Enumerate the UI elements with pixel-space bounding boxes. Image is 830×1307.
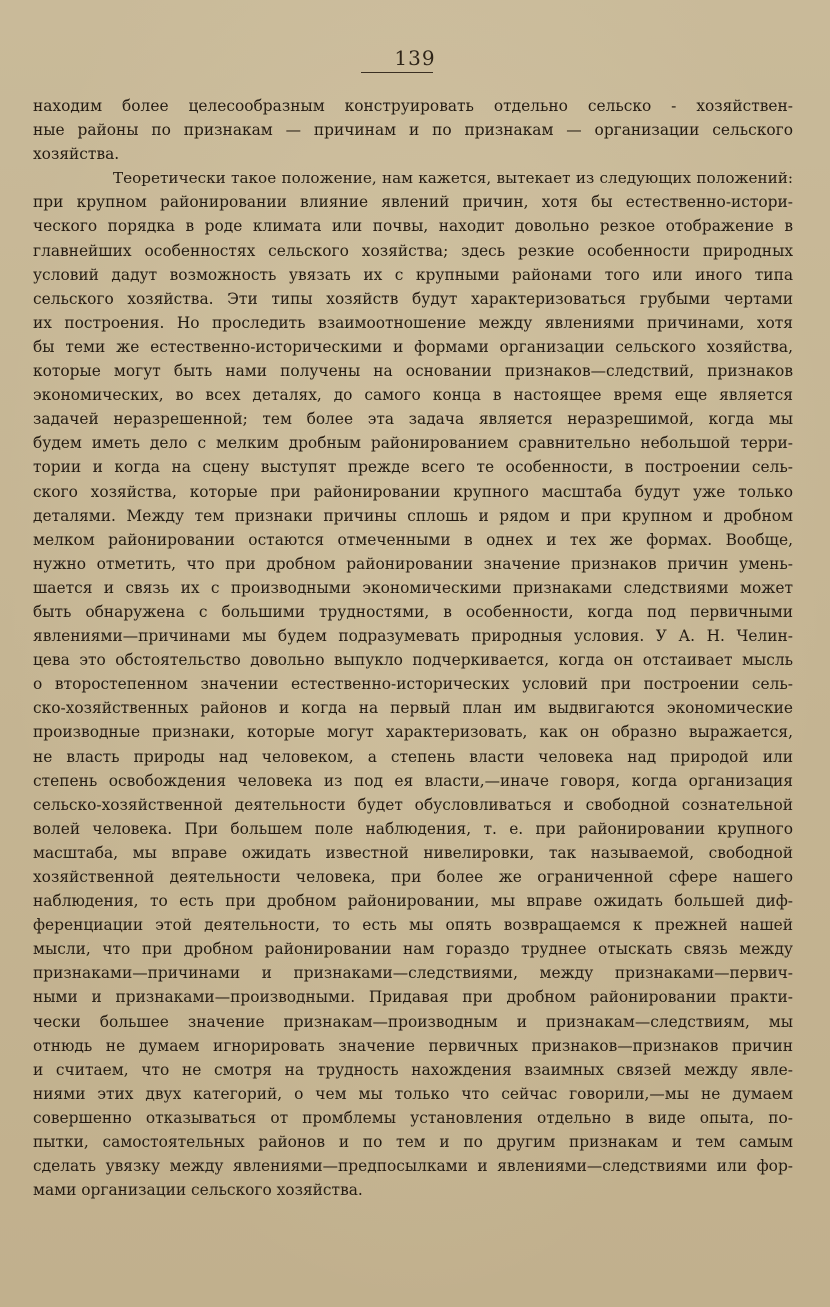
page-number: 139 [394,46,436,70]
text-line: ные районы по признакам — причинам и по признакам — организации сельского [33,121,793,140]
text-line: ференциации этой деятельности, то есть мы опять возвращаемся к прежней нашей [33,916,793,935]
text-line: цева это обстоятельство довольно выпукло подчеркивается, когда он отстаивает мысль [33,651,793,670]
text-line: мами организации сельского хозяйства. [33,1181,363,1200]
text-line: явлениями—причинами мы будем подразумевать природныя условия. У А. Н. Челин- [33,627,793,646]
text-line: ско-хозяйственных районов и когда на первый план им выдвигаются экономические [33,699,793,718]
text-line: производные признаки, которые могут характеризовать, как он образно выражается, [33,723,793,742]
text-line: бы теми же естественно-историческими и формами организации сельского хозяйства, [33,337,793,356]
text-line: хозяйства. [33,145,120,164]
body-text [33,94,793,1202]
text-line: о второстепенном значении естественно-исторических условий при построении сель- [33,675,793,694]
text-line: тории и когда на сцену выступят прежде всего те особенности, в построении сель- [33,458,793,477]
text-line: задачей неразрешенной; тем более эта задача является неразрешимой, когда мы [33,410,793,429]
text-line: ниями этих двух категорий, о чем мы только что сейчас говорили,—мы не думаем [33,1084,793,1103]
text-line: мелком районировании остаются отмеченными в однех и тех же формах. Вообще, [33,530,793,549]
text-line: совершенно отказываться от промблемы установления отдельно в виде опыта, по- [33,1108,793,1127]
text-line: главнейших особенностях сельского хозяйства; здесь резкие особенности природных [33,241,793,260]
text-line: экономических, во всех деталях, до самого конца в настоящее время еще является [33,386,793,405]
text-line: будем иметь дело с мелким дробным районированием сравнительно небольшой терри- [33,434,793,453]
text-line: ского хозяйства, которые при районировании крупного масштаба будут уже только [33,482,793,501]
text-line: масштаба, мы вправе ожидать известной нивелировки, так называемой, свободной [33,843,793,862]
text-line: и считаем, что не смотря на трудность нахождения взаимных связей между явле- [33,1060,793,1079]
paragraph-2 [33,166,793,1202]
text-line: находим более целесообразным конструировать отдельно сельско - хозяйствен- [33,97,793,115]
text-line: волей человека. При большем поле наблюдения, т. е. при районировании крупного [33,819,793,838]
text-line: быть обнаружена с большими трудностями, в особенности, когда под первичными [33,602,793,621]
text-line: наблюдения, то есть при дробном районировании, мы вправе ожидать большей диф- [33,892,793,911]
text-line: признаками—причинами и признаками—следствиями, между признаками—первич- [33,964,793,983]
text-line: степень освобождения человека из под ея власти,—иначе говоря, когда организация [33,771,793,790]
text-line: шается и связь их с производными экономическими признаками следствиями может [33,578,793,597]
text-line: ческого порядка в роде климата или почвы, находит довольно резкое отображение в [33,217,793,236]
text-line: Теоретически такое положение, нам кажется, вытекает из следующих положений: [113,169,793,188]
text-line: мысли, что при дробном районировании нам гораздо труднее отыскать связь между [33,940,793,959]
text-line: которые могут быть нами получены на основании признаков—следствий, признаков [33,362,793,381]
page-number-rule [361,72,433,73]
text-line: при крупном районировании влияние явлений причин, хотя бы естественно-истори- [33,193,793,212]
text-line: их построения. Но проследить взаимоотношение между явлениями причинами, хотя [33,313,793,332]
text-line: не власть природы над человеком, а степень власти человека над природой или [33,747,793,766]
text-line: сельского хозяйства. Эти типы хозяйств будут характеризоваться грубыми чертами [33,289,793,308]
text-line: пытки, самостоятельных районов и по тем и по другим признакам и тем самым [33,1133,793,1152]
text-line: чески большее значение признакам—производным и признакам—следствиям, мы [33,1012,793,1031]
text-line: хозяйственной деятельности человека, при более же ограниченной сфере нашего [33,868,793,886]
text-line: сделать увязку между явлениями—предпосылками и явлениями—следствиями или фор- [33,1157,793,1176]
text-line: деталями. Между тем признаки причины сплошь и рядом и при крупном и дробном [33,506,793,525]
text-line: условий дадут возможность увязать их с крупными районами того или иного типа [33,265,793,284]
paragraph-1 [33,94,793,166]
text-line: ными и признаками—производными. Придавая при дробном районировании практи- [33,988,793,1007]
text-line: сельско-хозяйственной деятельности будет обусловливаться и свободной сознательной [33,795,793,814]
text-line: нужно отметить, что при дробном районировании значение признаков причин умень- [33,554,793,573]
text-line: отнюдь не думаем игнорировать значение первичных признаков—признаков причин [33,1036,793,1055]
